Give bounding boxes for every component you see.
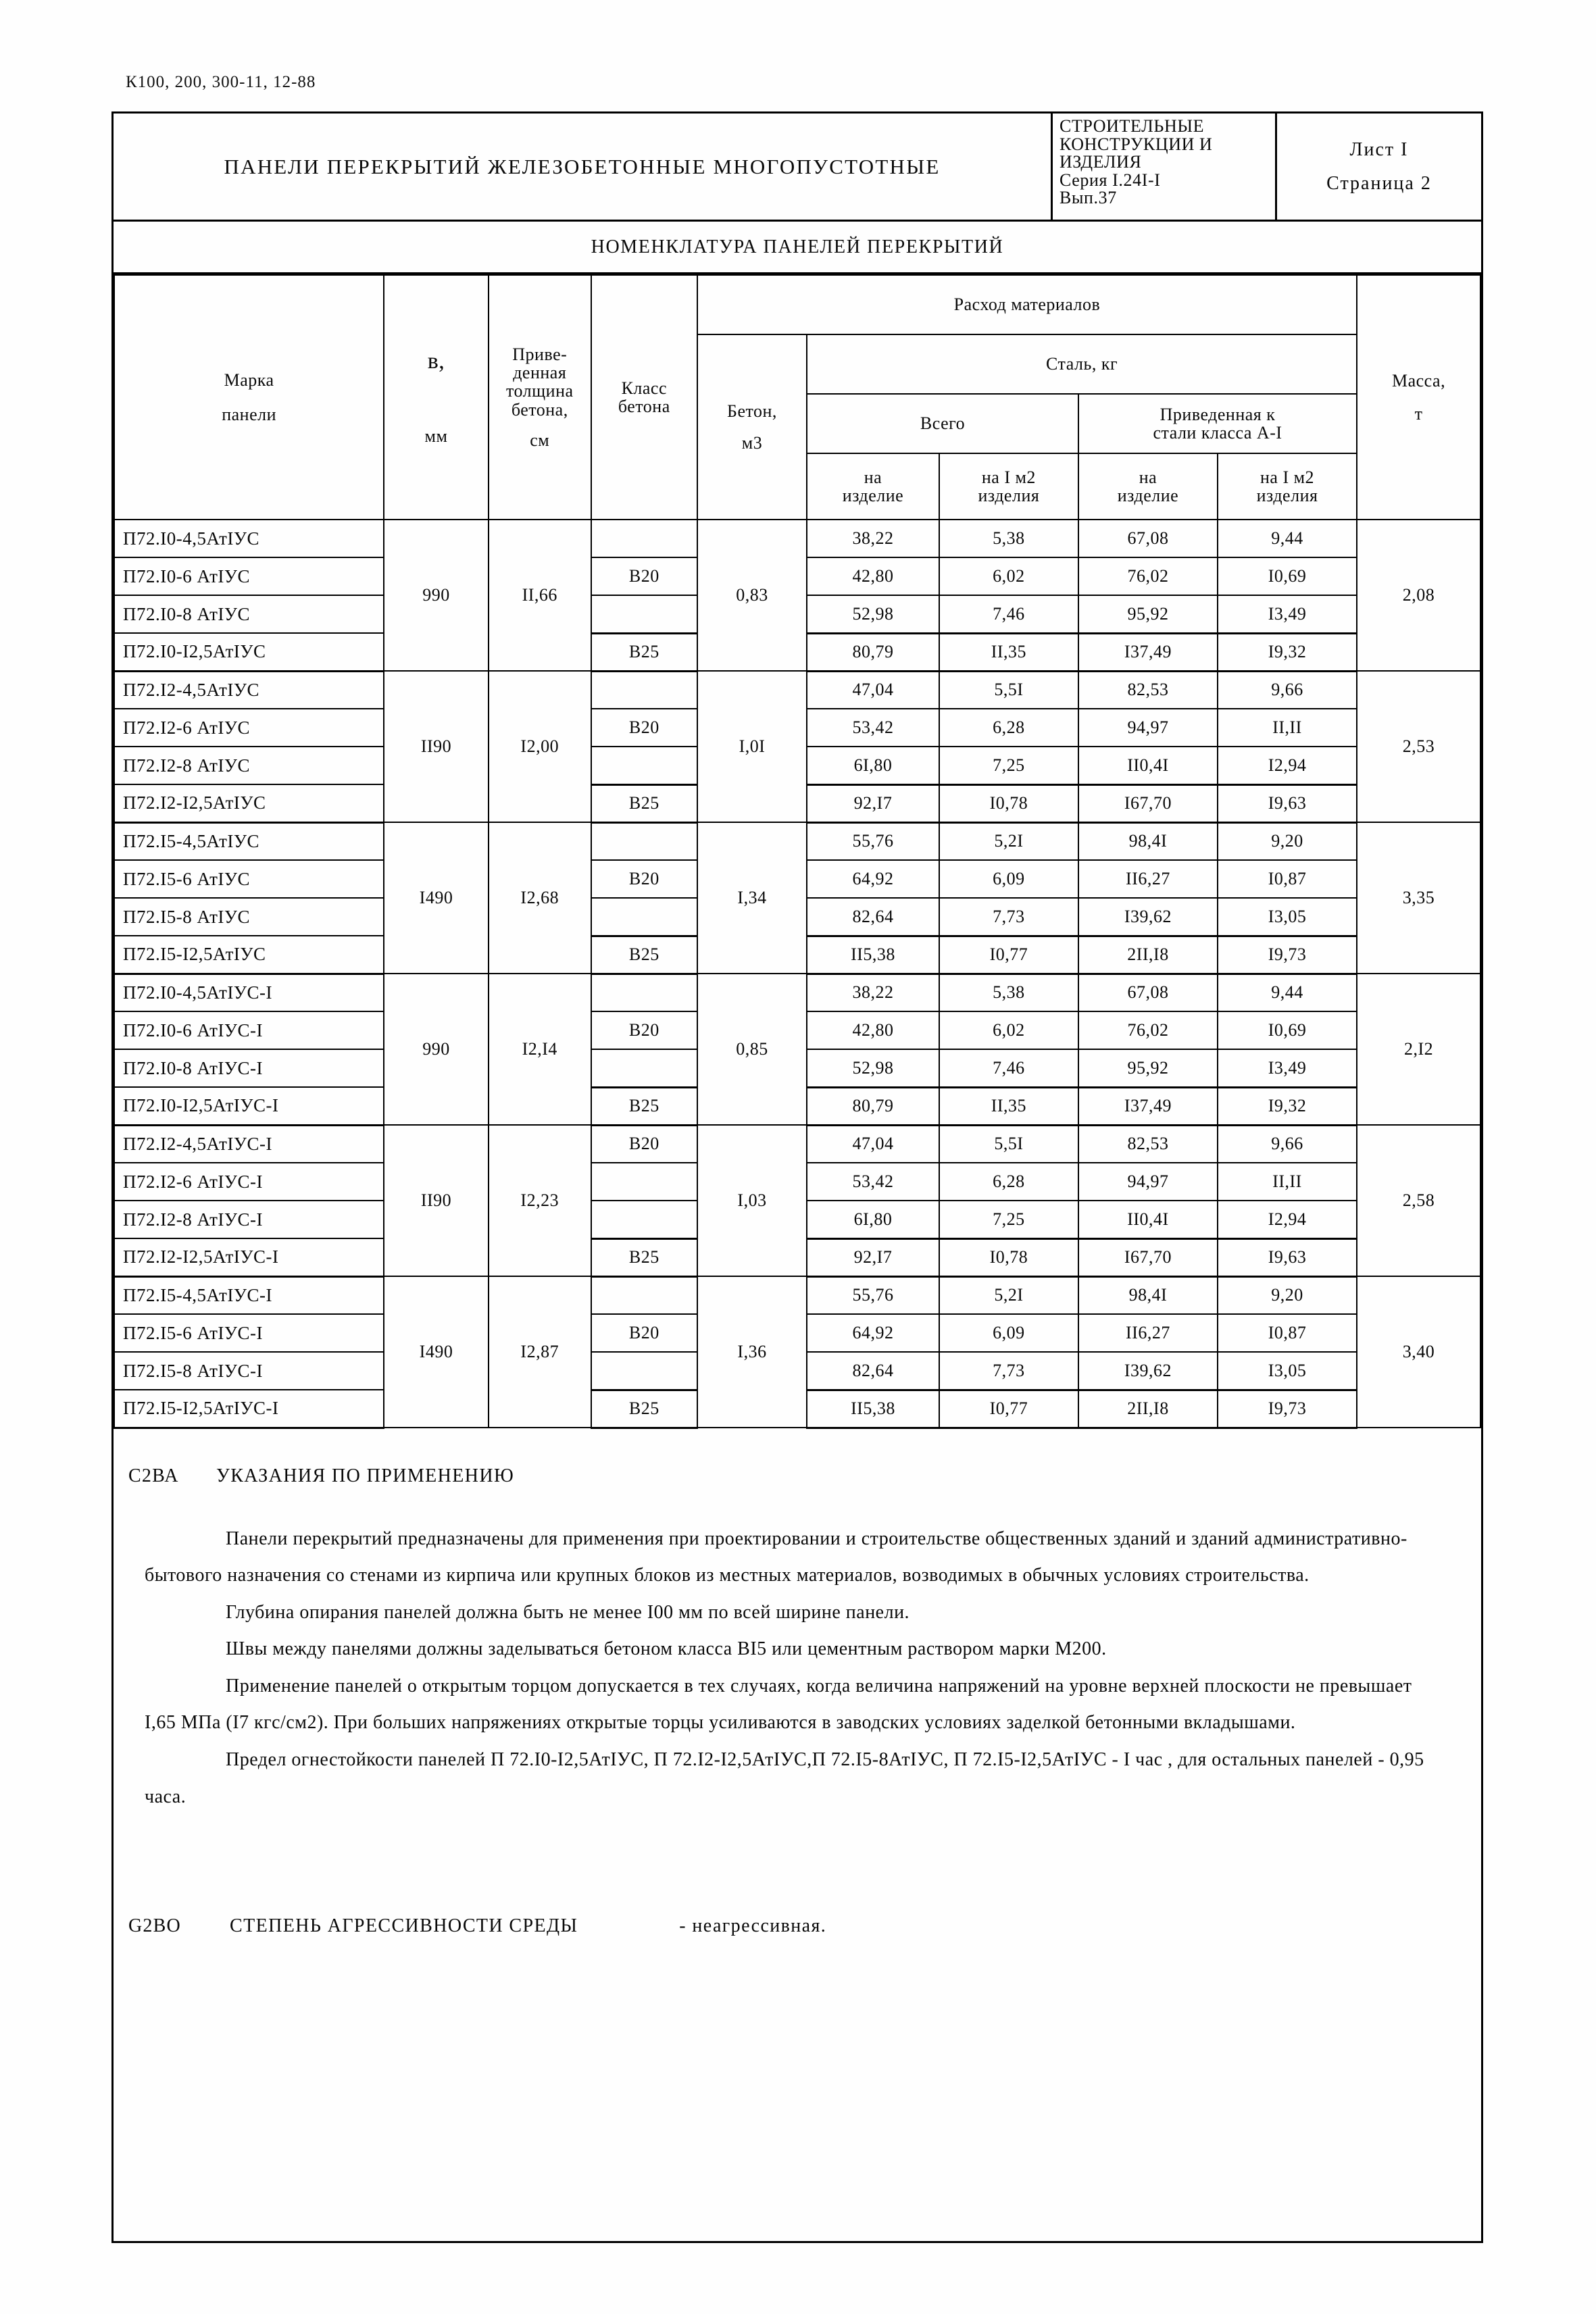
table-row [114, 671, 1480, 709]
cell-concrete-class: В20 [591, 1011, 697, 1049]
cell-mark: П72.I2-8 АтIУС [114, 747, 384, 784]
col-header-concrete-volume: Бетон, м3 [697, 334, 807, 520]
cell-mark: П72.I0-8 АтIУС [114, 595, 384, 633]
cell-steel-reduced-per-m2: I9,32 [1218, 633, 1357, 671]
cell-steel-reduced-per-item: 67,08 [1078, 520, 1218, 557]
cell-steel-total-per-item: 53,42 [807, 709, 939, 747]
cell-mass: 3,40 [1357, 1276, 1480, 1428]
cell-mark: П72.I0-4,5АтIУС-I [114, 974, 384, 1011]
cell-steel-reduced-per-item: I67,70 [1078, 784, 1218, 822]
cell-steel-reduced-per-item: 95,92 [1078, 595, 1218, 633]
cell-mass: 2,53 [1357, 671, 1480, 822]
cell-concrete-volume: 0,85 [697, 974, 807, 1125]
cell-steel-total-per-m2: 6,28 [939, 1163, 1078, 1201]
cell-width: 990 [384, 974, 489, 1125]
cell-concrete-class: В25 [591, 1087, 697, 1125]
cell-concrete-class [591, 974, 697, 1011]
cell-steel-total-per-item: 55,76 [807, 822, 939, 860]
cell-steel-total-per-item: 82,64 [807, 898, 939, 936]
cell-mark: П72.I2-6 АтIУС [114, 709, 384, 747]
table-title: НОМЕНКЛАТУРА ПАНЕЛЕЙ ПЕРЕКРЫТИЙ [591, 236, 1004, 257]
cell-steel-reduced-per-m2: 9,44 [1218, 520, 1357, 557]
cell-concrete-class [591, 595, 697, 633]
cell-steel-total-per-m2: 7,46 [939, 595, 1078, 633]
notes-paragraph-4: Применение панелей о открытым торцом допускается в тех случаях, когда величина напряжений на уровне верхней плоскости не превышает I,65 МПа (I7 кгс/см2). При больших напряжениях открытые торцы усиливаются в заводских условиях заделкой бетонными вкладышами. [145, 1675, 1412, 1734]
cell-concrete-class [591, 898, 697, 936]
cell-steel-reduced-per-item: I39,62 [1078, 898, 1218, 936]
cell-concrete-class [591, 520, 697, 557]
cell-steel-reduced-per-m2: I3,05 [1218, 898, 1357, 936]
series-line-4: Серия I.24I-I [1059, 170, 1161, 190]
cell-mark: П72.I2-4,5АтIУС [114, 671, 384, 709]
cell-steel-reduced-per-item: 98,4I [1078, 822, 1218, 860]
cell-steel-reduced-per-m2: I0,69 [1218, 557, 1357, 595]
page-label: Страница 2 [1326, 172, 1432, 194]
notes-paragraph-3: Швы между панелями должны заделываться бетоном класса ВI5 или цементным раствором марки М200. [226, 1638, 1107, 1660]
cell-concrete-class: В20 [591, 557, 697, 595]
cell-mark: П72.I2-I2,5АтIУС-I [114, 1238, 384, 1276]
cell-steel-reduced-per-item: 82,53 [1078, 1125, 1218, 1163]
cell-steel-reduced-per-item: II6,27 [1078, 1314, 1218, 1352]
sheet-label: Лист I [1349, 139, 1409, 160]
notes-code: С2ВА [128, 1465, 179, 1486]
cell-concrete-class: В20 [591, 1314, 697, 1352]
cell-mark: П72.I2-4,5АтIУС-I [114, 1125, 384, 1163]
cell-mark: П72.I2-8 АтIУС-I [114, 1201, 384, 1238]
col-header-total-per-item: на изделие [807, 453, 939, 520]
cell-steel-reduced-per-item: I39,62 [1078, 1352, 1218, 1390]
document-title-cell [114, 114, 1053, 220]
cell-mark: П72.I0-8 АтIУС-I [114, 1049, 384, 1087]
cell-thickness: I2,00 [489, 671, 591, 822]
cell-width: 990 [384, 520, 489, 671]
cell-mark: П72.I0-6 АтIУС-I [114, 1011, 384, 1049]
cell-steel-reduced-per-m2: I0,87 [1218, 1314, 1357, 1352]
col-header-reduced-per-item: на изделие [1078, 453, 1218, 520]
aggressiveness-title: СТЕПЕНЬ АГРЕССИВНОСТИ СРЕДЫ [230, 1915, 578, 1937]
document-code: К100, 200, 300-11, 12-88 [126, 73, 316, 91]
cell-steel-total-per-m2: 5,38 [939, 974, 1078, 1011]
cell-concrete-class: В25 [591, 1390, 697, 1428]
cell-steel-reduced-per-item: II6,27 [1078, 860, 1218, 898]
cell-steel-total-per-m2: 5,2I [939, 1276, 1078, 1314]
cell-steel-total-per-m2: I0,77 [939, 1390, 1078, 1428]
cell-steel-reduced-per-m2: I9,73 [1218, 1390, 1357, 1428]
cell-steel-total-per-item: 42,80 [807, 1011, 939, 1049]
col-header-mark: Марка панели [114, 275, 384, 520]
cell-steel-reduced-per-m2: I0,87 [1218, 860, 1357, 898]
cell-steel-reduced-per-item: 94,97 [1078, 1163, 1218, 1201]
col-header-reduced-per-m2: на I м2 изделия [1218, 453, 1357, 520]
cell-steel-reduced-per-m2: 9,66 [1218, 1125, 1357, 1163]
cell-steel-reduced-per-item: II0,4I [1078, 747, 1218, 784]
cell-steel-reduced-per-item: 76,02 [1078, 557, 1218, 595]
cell-steel-total-per-m2: I0,78 [939, 784, 1078, 822]
cell-steel-total-per-item: 38,22 [807, 974, 939, 1011]
cell-width: II90 [384, 1125, 489, 1276]
series-line-1: СТРОИТЕЛЬНЫЕ [1059, 116, 1205, 136]
title-band [114, 114, 1481, 222]
document-frame [111, 111, 1483, 2243]
cell-steel-total-per-item: 80,79 [807, 633, 939, 671]
cell-mass: 2,08 [1357, 520, 1480, 671]
aggressiveness-note [114, 1917, 1481, 1936]
cell-steel-total-per-item: 64,92 [807, 860, 939, 898]
cell-steel-reduced-per-item: 82,53 [1078, 671, 1218, 709]
cell-concrete-volume: 0,83 [697, 520, 807, 671]
cell-mark: П72.I5-8 АтIУС-I [114, 1352, 384, 1390]
cell-steel-reduced-per-m2: I2,94 [1218, 1201, 1357, 1238]
cell-concrete-class [591, 1049, 697, 1087]
cell-concrete-class [591, 1352, 697, 1390]
cell-concrete-class [591, 1163, 697, 1201]
cell-concrete-volume: I,0I [697, 671, 807, 822]
cell-mass: 3,35 [1357, 822, 1480, 974]
cell-steel-total-per-m2: 7,73 [939, 898, 1078, 936]
cell-steel-total-per-item: 55,76 [807, 1276, 939, 1314]
table-row [114, 974, 1480, 1011]
cell-mark: П72.I0-I2,5АтIУС [114, 633, 384, 671]
cell-steel-reduced-per-m2: 9,44 [1218, 974, 1357, 1011]
cell-steel-total-per-m2: 6,09 [939, 1314, 1078, 1352]
aggressiveness-code: G2ВО [128, 1915, 181, 1937]
cell-width: I490 [384, 822, 489, 974]
cell-steel-total-per-m2: 5,2I [939, 822, 1078, 860]
cell-concrete-class [591, 671, 697, 709]
cell-mark: П72.I0-6 АтIУС [114, 557, 384, 595]
series-line-5: Вып.37 [1059, 188, 1117, 208]
cell-mark: П72.I5-I2,5АтIУС [114, 936, 384, 974]
cell-mark: П72.I2-I2,5АтIУС [114, 784, 384, 822]
col-header-total-per-m2: на I м2 изделия [939, 453, 1078, 520]
cell-mass: 2,I2 [1357, 974, 1480, 1125]
cell-steel-total-per-item: II5,38 [807, 936, 939, 974]
cell-steel-total-per-m2: 6,02 [939, 1011, 1078, 1049]
cell-steel-total-per-item: 47,04 [807, 1125, 939, 1163]
cell-steel-reduced-per-m2: 9,20 [1218, 822, 1357, 860]
cell-concrete-volume: I,03 [697, 1125, 807, 1276]
cell-mass: 2,58 [1357, 1125, 1480, 1276]
cell-concrete-volume: I,36 [697, 1276, 807, 1428]
notes-heading [114, 1467, 1481, 1486]
cell-thickness: I2,23 [489, 1125, 591, 1276]
cell-steel-reduced-per-m2: I3,49 [1218, 1049, 1357, 1087]
cell-steel-total-per-item: 92,I7 [807, 1238, 939, 1276]
cell-steel-reduced-per-m2: I9,63 [1218, 784, 1357, 822]
cell-steel-total-per-item: 53,42 [807, 1163, 939, 1201]
nomenclature-table [114, 274, 1481, 1429]
cell-concrete-class: В25 [591, 936, 697, 974]
cell-steel-reduced-per-m2: 9,20 [1218, 1276, 1357, 1314]
col-header-thickness: Приве- денная толщина бетона, см [489, 275, 591, 520]
cell-steel-total-per-item: II5,38 [807, 1390, 939, 1428]
cell-steel-total-per-m2: 6,28 [939, 709, 1078, 747]
cell-concrete-class: В20 [591, 860, 697, 898]
cell-steel-reduced-per-item: 98,4I [1078, 1276, 1218, 1314]
cell-mark: П72.I5-4,5АтIУС-I [114, 1276, 384, 1314]
cell-steel-reduced-per-item: II0,4I [1078, 1201, 1218, 1238]
cell-steel-reduced-per-item: 67,08 [1078, 974, 1218, 1011]
table-row [114, 520, 1480, 557]
table-body [114, 520, 1480, 1428]
cell-steel-total-per-item: 52,98 [807, 595, 939, 633]
cell-concrete-class [591, 1201, 697, 1238]
cell-steel-reduced-per-m2: I3,05 [1218, 1352, 1357, 1390]
aggressiveness-value: - неагрессивная. [679, 1915, 827, 1937]
table-row [114, 1276, 1480, 1314]
cell-width: I490 [384, 1276, 489, 1428]
cell-thickness: II,66 [489, 520, 591, 671]
cell-steel-reduced-per-item: 94,97 [1078, 709, 1218, 747]
cell-steel-reduced-per-m2: I3,49 [1218, 595, 1357, 633]
cell-steel-total-per-m2: I0,77 [939, 936, 1078, 974]
cell-steel-total-per-m2: II,35 [939, 1087, 1078, 1125]
cell-width: II90 [384, 671, 489, 822]
cell-steel-total-per-m2: 6,02 [939, 557, 1078, 595]
cell-steel-reduced-per-m2: I9,73 [1218, 936, 1357, 974]
cell-steel-reduced-per-m2: II,II [1218, 709, 1357, 747]
sheet-block [1277, 114, 1481, 220]
cell-mark: П72.I5-4,5АтIУС [114, 822, 384, 860]
cell-steel-total-per-m2: 5,5I [939, 671, 1078, 709]
cell-steel-total-per-m2: 5,38 [939, 520, 1078, 557]
series-line-2: КОНСТРУКЦИИ И [1059, 134, 1213, 154]
cell-steel-total-per-m2: 7,25 [939, 1201, 1078, 1238]
cell-concrete-class: В20 [591, 1125, 697, 1163]
cell-steel-reduced-per-item: 76,02 [1078, 1011, 1218, 1049]
col-header-width: в, мм [384, 275, 489, 520]
col-header-steel: Сталь, кг [807, 334, 1357, 394]
cell-steel-reduced-per-item: 2II,I8 [1078, 1390, 1218, 1428]
document-title: ПАНЕЛИ ПЕРЕКРЫТИЙ ЖЕЛЕЗОБЕТОННЫЕ МНОГОПУСТОТНЫЕ [224, 154, 941, 178]
cell-steel-total-per-item: 52,98 [807, 1049, 939, 1087]
cell-steel-total-per-item: 64,92 [807, 1314, 939, 1352]
series-line-3: ИЗДЕЛИЯ [1059, 152, 1142, 172]
cell-steel-total-per-item: 6I,80 [807, 1201, 939, 1238]
cell-steel-total-per-m2: II,35 [939, 633, 1078, 671]
cell-steel-reduced-per-item: I37,49 [1078, 633, 1218, 671]
cell-thickness: I2,68 [489, 822, 591, 974]
cell-concrete-class: В20 [591, 709, 697, 747]
cell-steel-total-per-item: 92,I7 [807, 784, 939, 822]
cell-steel-total-per-item: 80,79 [807, 1087, 939, 1125]
cell-steel-total-per-m2: 6,09 [939, 860, 1078, 898]
table-row [114, 822, 1480, 860]
cell-concrete-class [591, 747, 697, 784]
col-header-steel-reduced: Приведенная к стали класса А-I [1078, 394, 1357, 453]
col-header-concrete-class: Класс бетона [591, 275, 697, 520]
cell-steel-reduced-per-m2: I2,94 [1218, 747, 1357, 784]
cell-mark: П72.I5-I2,5АтIУС-I [114, 1390, 384, 1428]
cell-mark: П72.I0-I2,5АтIУС-I [114, 1087, 384, 1125]
cell-concrete-class [591, 822, 697, 860]
table-header [114, 275, 1480, 520]
notes-paragraph-2: Глубина опирания панелей должна быть не менее I00 мм по всей ширине панели. [226, 1601, 910, 1623]
cell-mark: П72.I0-4,5АтIУС [114, 520, 384, 557]
cell-concrete-volume: I,34 [697, 822, 807, 974]
cell-mark: П72.I5-6 АтIУС [114, 860, 384, 898]
cell-steel-total-per-item: 38,22 [807, 520, 939, 557]
cell-steel-total-per-item: 47,04 [807, 671, 939, 709]
cell-concrete-class: В25 [591, 633, 697, 671]
cell-steel-total-per-item: 6I,80 [807, 747, 939, 784]
cell-concrete-class [591, 1276, 697, 1314]
cell-mark: П72.I5-6 АтIУС-I [114, 1314, 384, 1352]
cell-steel-total-per-m2: I0,78 [939, 1238, 1078, 1276]
notes-paragraph-1: Панели перекрытий предназначены для применения при проектировании и строительстве общественных зданий и зданий административно-бытового назначения со стенами из кирпича или крупных блоков из местных материалов, возводимых в обычных условиях строительства. [145, 1528, 1407, 1586]
cell-steel-reduced-per-item: I67,70 [1078, 1238, 1218, 1276]
cell-steel-reduced-per-item: 2II,I8 [1078, 936, 1218, 974]
table-row [114, 1125, 1480, 1163]
cell-steel-total-per-item: 42,80 [807, 557, 939, 595]
notes-paragraph-5: Предел огнестойкости панелей П 72.I0-I2,5АтIУС, П 72.I2-I2,5АтIУС,П 72.I5-8АтIУС, П 72.I5-I2,5АтIУС - I час , для остальных панелей - 0,95 часа. [145, 1749, 1424, 1807]
cell-steel-reduced-per-item: I37,49 [1078, 1087, 1218, 1125]
cell-steel-total-per-m2: 7,73 [939, 1352, 1078, 1390]
cell-concrete-class: В25 [591, 784, 697, 822]
cell-steel-total-per-item: 82,64 [807, 1352, 939, 1390]
cell-steel-reduced-per-m2: I9,63 [1218, 1238, 1357, 1276]
col-header-mass: Масса, т [1357, 275, 1480, 520]
col-header-steel-total: Всего [807, 394, 1078, 453]
notes-title: УКАЗАНИЯ ПО ПРИМЕНЕНИЮ [216, 1465, 515, 1486]
notes-section [114, 1429, 1481, 1936]
col-header-materials: Расход материалов [697, 275, 1357, 334]
cell-thickness: I2,I4 [489, 974, 591, 1125]
cell-steel-total-per-m2: 7,46 [939, 1049, 1078, 1087]
cell-steel-reduced-per-item: 95,92 [1078, 1049, 1218, 1087]
cell-steel-reduced-per-m2: 9,66 [1218, 671, 1357, 709]
cell-steel-total-per-m2: 5,5I [939, 1125, 1078, 1163]
cell-steel-total-per-m2: 7,25 [939, 747, 1078, 784]
cell-thickness: I2,87 [489, 1276, 591, 1428]
cell-concrete-class: В25 [591, 1238, 697, 1276]
series-block [1053, 114, 1277, 220]
cell-steel-reduced-per-m2: I9,32 [1218, 1087, 1357, 1125]
cell-steel-reduced-per-m2: I0,69 [1218, 1011, 1357, 1049]
cell-mark: П72.I5-8 АтIУС [114, 898, 384, 936]
cell-mark: П72.I2-6 АтIУС-I [114, 1163, 384, 1201]
table-title-band [114, 222, 1481, 274]
cell-steel-reduced-per-m2: II,II [1218, 1163, 1357, 1201]
